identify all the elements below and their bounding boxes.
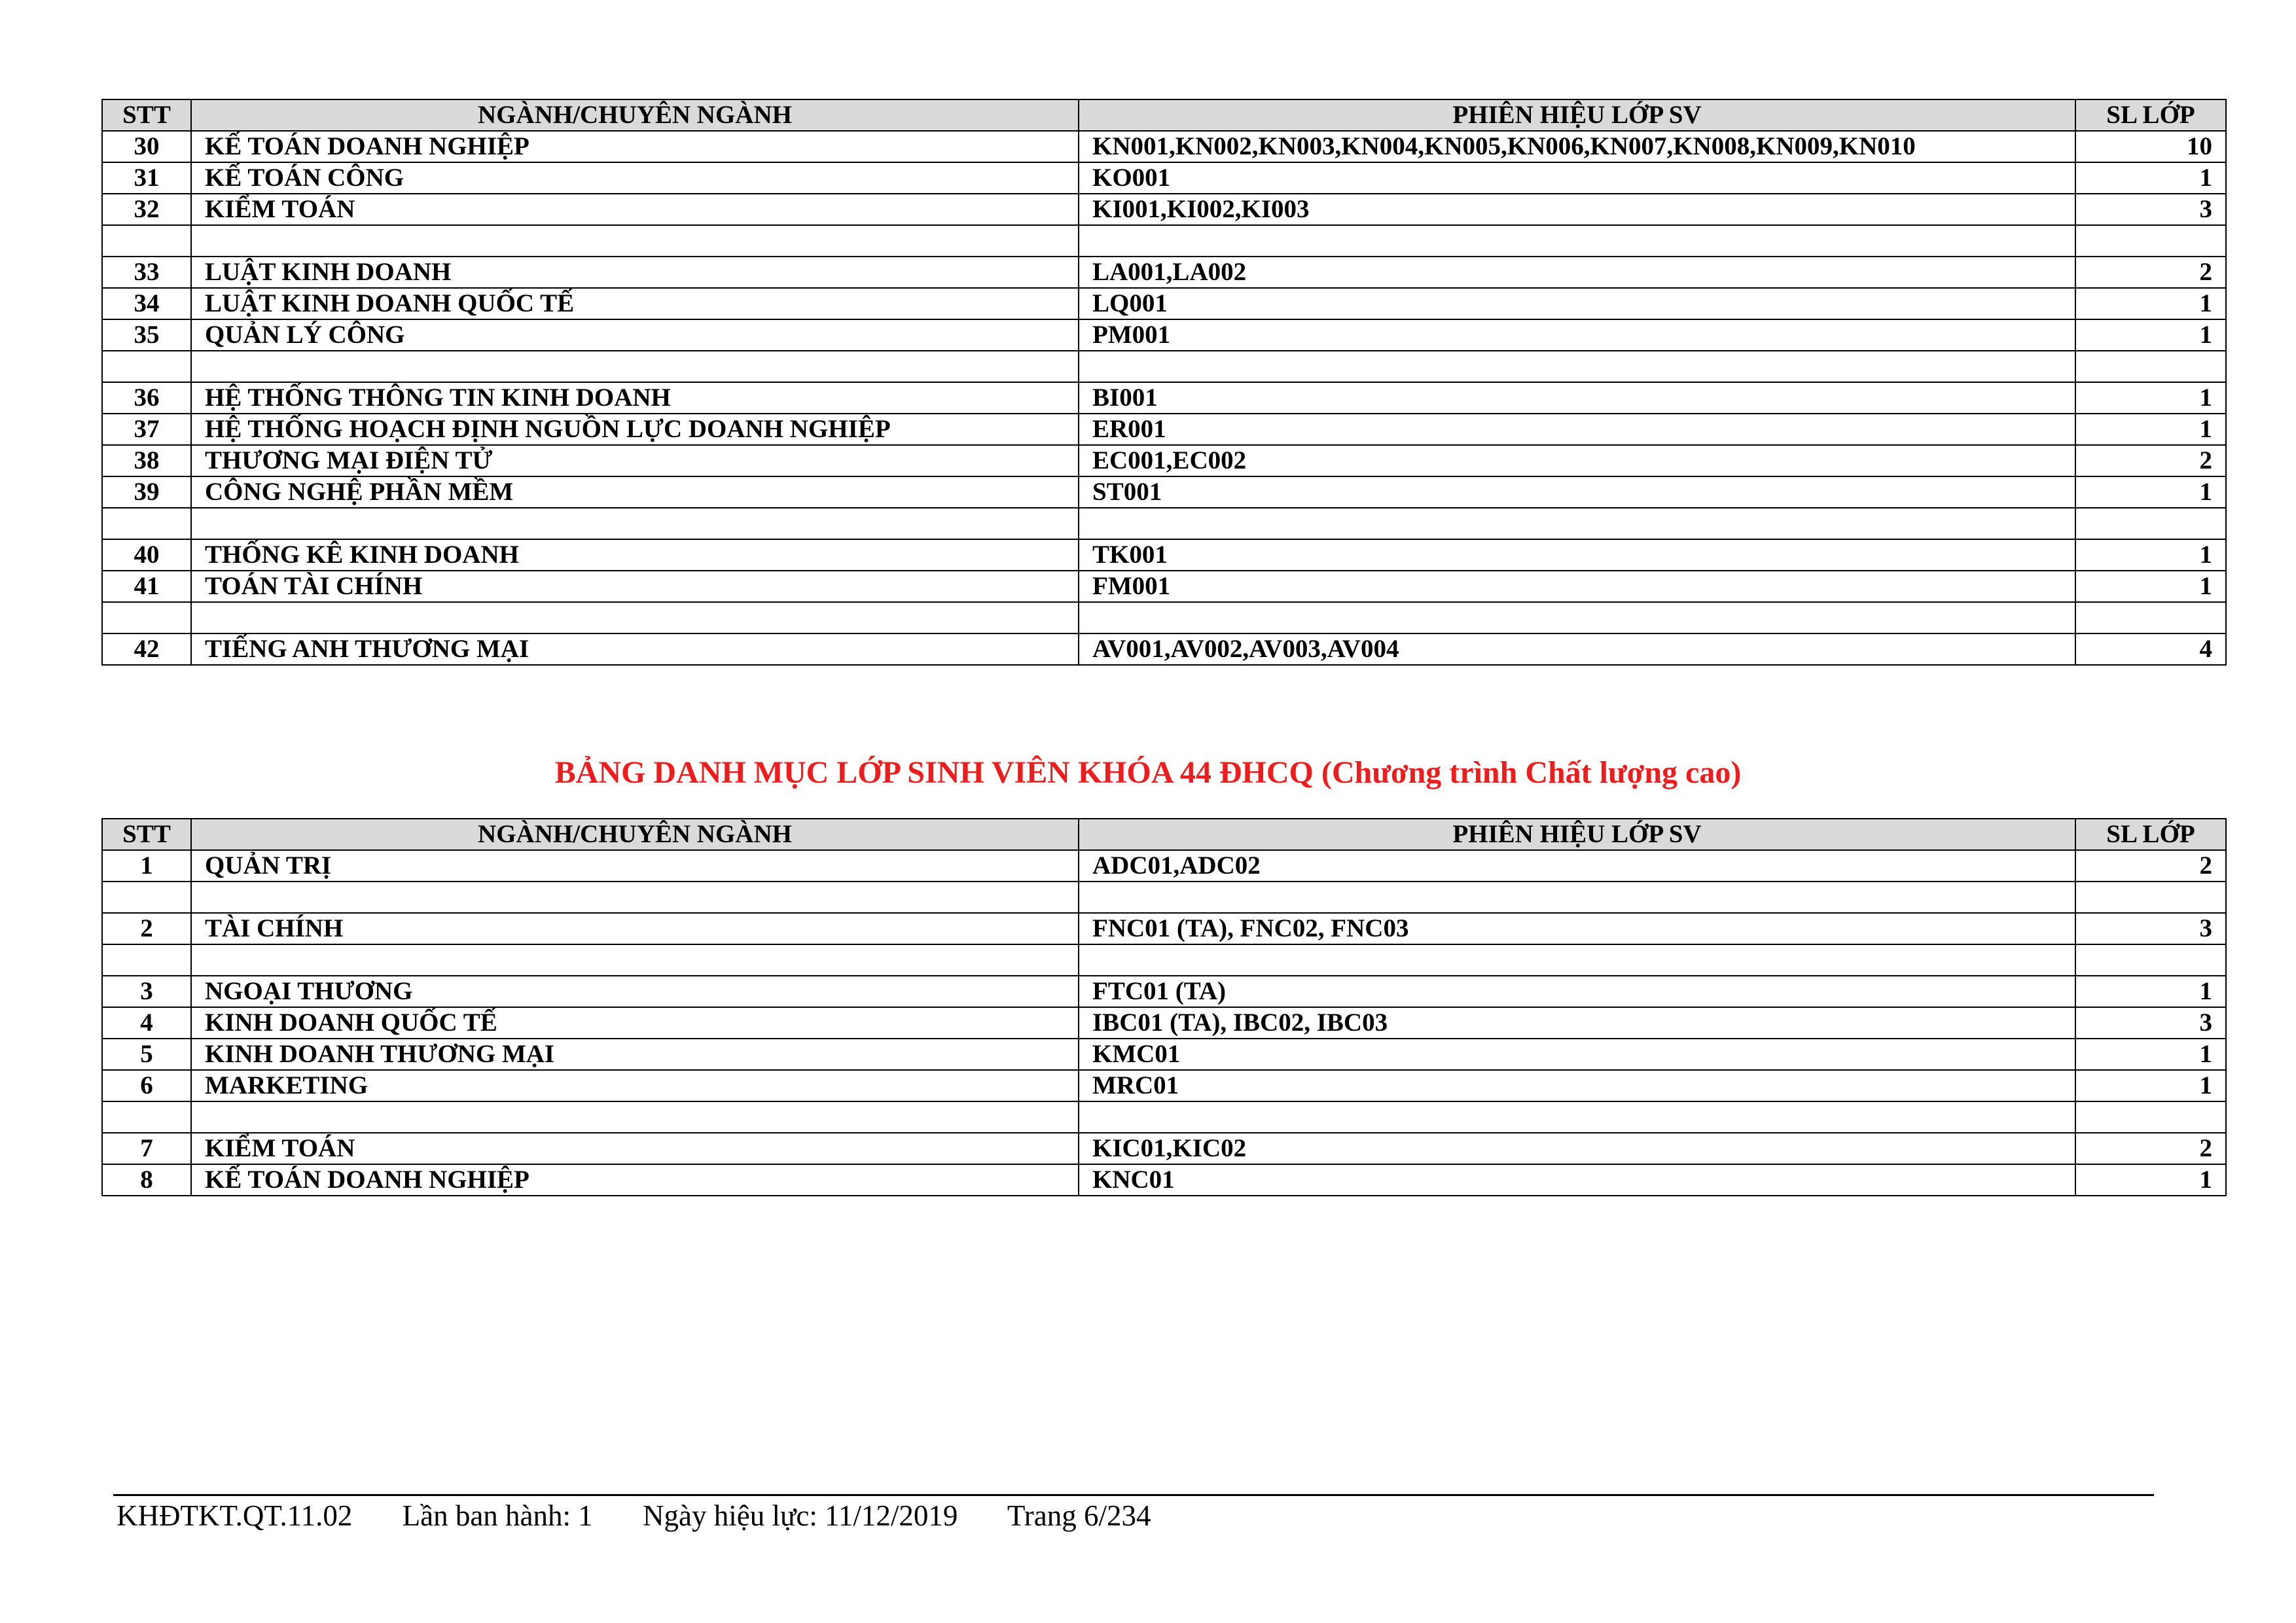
row-class-count [2075, 1101, 2226, 1133]
table-row [102, 445, 2226, 476]
row-stt: 37 [102, 414, 191, 445]
row-class-codes [1079, 882, 2075, 913]
row-class-codes: MRC01 [1079, 1070, 2075, 1101]
row-stt: 7 [102, 1133, 191, 1164]
row-major: KẾ TOÁN DOANH NGHIỆP [191, 1164, 1079, 1196]
footer-issue: Lần ban hành: 1 [402, 1499, 593, 1532]
table-row [102, 257, 2226, 288]
row-major: KINH DOANH THƯƠNG MẠI [191, 1039, 1079, 1070]
row-major: TOÁN TÀI CHÍNH [191, 571, 1079, 602]
row-stt: 2 [102, 913, 191, 944]
table-row [102, 1007, 2226, 1039]
row-major: KINH DOANH QUỐC TẾ [191, 1007, 1079, 1039]
table-row [102, 1039, 2226, 1070]
table-row [102, 194, 2226, 225]
row-stt: 3 [102, 976, 191, 1007]
row-class-count [2075, 944, 2226, 976]
table-row [102, 1070, 2226, 1101]
header-class-count: SL LỚP [2075, 819, 2226, 850]
row-class-codes [1079, 944, 2075, 976]
row-stt: 30 [102, 131, 191, 162]
table-row [102, 319, 2226, 351]
row-stt: 32 [102, 194, 191, 225]
row-class-count: 1 [2075, 319, 2226, 351]
row-class-count: 10 [2075, 131, 2226, 162]
table-row [102, 944, 2226, 976]
row-major [191, 944, 1079, 976]
row-major: TÀI CHÍNH [191, 913, 1079, 944]
row-major: NGOẠI THƯƠNG [191, 976, 1079, 1007]
row-stt: 8 [102, 1164, 191, 1196]
row-stt [102, 225, 191, 257]
row-major: KIỂM TOÁN [191, 1133, 1079, 1164]
row-stt [102, 882, 191, 913]
table-row [102, 1164, 2226, 1196]
table-header-row [102, 819, 2226, 850]
row-class-count [2075, 508, 2226, 539]
row-class-codes: ER001 [1079, 414, 2075, 445]
row-class-codes: BI001 [1079, 382, 2075, 414]
table-row [102, 131, 2226, 162]
row-class-count: 2 [2075, 1133, 2226, 1164]
row-class-codes: KNC01 [1079, 1164, 2075, 1196]
table-row [102, 382, 2226, 414]
header-class-count: SL LỚP [2075, 99, 2226, 131]
table-row [102, 351, 2226, 382]
row-class-count: 2 [2075, 445, 2226, 476]
row-class-count: 3 [2075, 194, 2226, 225]
table-row [102, 602, 2226, 633]
row-stt: 1 [102, 850, 191, 882]
footer-effective-date: Ngày hiệu lực: 11/12/2019 [643, 1499, 958, 1532]
row-stt [102, 351, 191, 382]
row-class-count: 2 [2075, 850, 2226, 882]
row-stt [102, 602, 191, 633]
row-class-codes: AV001,AV002,AV003,AV004 [1079, 633, 2075, 665]
header-major: NGÀNH/CHUYÊN NGÀNH [191, 99, 1079, 131]
table-row [102, 571, 2226, 602]
row-major: TIẾNG ANH THƯƠNG MẠI [191, 633, 1079, 665]
row-major: KIỂM TOÁN [191, 194, 1079, 225]
row-major: MARKETING [191, 1070, 1079, 1101]
row-class-count: 3 [2075, 1007, 2226, 1039]
row-class-count: 3 [2075, 913, 2226, 944]
row-stt: 41 [102, 571, 191, 602]
page-footer [117, 1496, 1194, 1535]
row-major: QUẢN LÝ CÔNG [191, 319, 1079, 351]
row-class-codes [1079, 508, 2075, 539]
row-class-codes [1079, 225, 2075, 257]
row-major: THƯƠNG MẠI ĐIỆN TỬ [191, 445, 1079, 476]
row-major: LUẬT KINH DOANH QUỐC TẾ [191, 288, 1079, 319]
row-stt: 31 [102, 162, 191, 194]
row-stt: 39 [102, 476, 191, 508]
row-class-count: 1 [2075, 1070, 2226, 1101]
header-class-codes: PHIÊN HIỆU LỚP SV [1079, 819, 2075, 850]
row-major: HỆ THỐNG THÔNG TIN KINH DOANH [191, 382, 1079, 414]
row-class-count: 4 [2075, 633, 2226, 665]
table-row [102, 913, 2226, 944]
row-class-count [2075, 225, 2226, 257]
table-row [102, 882, 2226, 913]
row-stt: 4 [102, 1007, 191, 1039]
row-class-count: 1 [2075, 414, 2226, 445]
row-class-codes: FM001 [1079, 571, 2075, 602]
row-stt: 33 [102, 257, 191, 288]
table-row [102, 1133, 2226, 1164]
row-major: LUẬT KINH DOANH [191, 257, 1079, 288]
row-major: KẾ TOÁN CÔNG [191, 162, 1079, 194]
table-row [102, 225, 2226, 257]
row-major [191, 351, 1079, 382]
row-stt: 34 [102, 288, 191, 319]
row-class-codes: LQ001 [1079, 288, 2075, 319]
table-header-row [102, 99, 2226, 131]
row-class-count: 1 [2075, 162, 2226, 194]
table-row [102, 476, 2226, 508]
row-class-codes: FTC01 (TA) [1079, 976, 2075, 1007]
table-row [102, 162, 2226, 194]
footer-page-number: Trang 6/234 [1007, 1499, 1151, 1532]
row-class-codes [1079, 602, 2075, 633]
row-major: KẾ TOÁN DOANH NGHIỆP [191, 131, 1079, 162]
row-class-count: 2 [2075, 257, 2226, 288]
table-row [102, 288, 2226, 319]
row-class-count: 1 [2075, 1164, 2226, 1196]
row-stt: 35 [102, 319, 191, 351]
header-major: NGÀNH/CHUYÊN NGÀNH [191, 819, 1079, 850]
header-stt: STT [102, 819, 191, 850]
row-class-count: 1 [2075, 571, 2226, 602]
row-major: CÔNG NGHỆ PHẦN MỀM [191, 476, 1079, 508]
row-class-codes: PM001 [1079, 319, 2075, 351]
row-class-codes: FNC01 (TA), FNC02, FNC03 [1079, 913, 2075, 944]
row-stt [102, 508, 191, 539]
row-class-codes: KO001 [1079, 162, 2075, 194]
row-stt [102, 1101, 191, 1133]
row-stt [102, 944, 191, 976]
class-list-table-1 [101, 99, 2227, 666]
row-major [191, 1101, 1079, 1133]
row-class-codes: IBC01 (TA), IBC02, IBC03 [1079, 1007, 2075, 1039]
row-class-count [2075, 602, 2226, 633]
row-class-codes: ST001 [1079, 476, 2075, 508]
header-stt: STT [102, 99, 191, 131]
table-row [102, 976, 2226, 1007]
row-class-codes: KIC01,KIC02 [1079, 1133, 2075, 1164]
row-class-count: 1 [2075, 288, 2226, 319]
row-stt: 36 [102, 382, 191, 414]
row-major: THỐNG KÊ KINH DOANH [191, 539, 1079, 571]
row-class-codes: EC001,EC002 [1079, 445, 2075, 476]
row-class-codes [1079, 1101, 2075, 1133]
row-class-codes: ADC01,ADC02 [1079, 850, 2075, 882]
row-class-count: 1 [2075, 476, 2226, 508]
row-major [191, 882, 1079, 913]
table-row [102, 1101, 2226, 1133]
row-major: QUẢN TRỊ [191, 850, 1079, 882]
row-class-codes: KI001,KI002,KI003 [1079, 194, 2075, 225]
section-title: BẢNG DANH MỤC LỚP SINH VIÊN KHÓA 44 ĐHCQ (Chương trình Chất lượng cao) [554, 755, 1742, 790]
row-major [191, 508, 1079, 539]
row-major: HỆ THỐNG HOẠCH ĐỊNH NGUỒN LỰC DOANH NGHIỆP [191, 414, 1079, 445]
table-row [102, 508, 2226, 539]
table-row [102, 539, 2226, 571]
row-class-count [2075, 882, 2226, 913]
row-major [191, 602, 1079, 633]
footer-doc-code: KHĐTKT.QT.11.02 [117, 1499, 353, 1532]
row-major [191, 225, 1079, 257]
row-stt: 40 [102, 539, 191, 571]
row-stt: 5 [102, 1039, 191, 1070]
table-row [102, 414, 2226, 445]
row-class-count: 1 [2075, 976, 2226, 1007]
class-list-table-2 [101, 818, 2227, 1196]
row-stt: 6 [102, 1070, 191, 1101]
row-class-codes: LA001,LA002 [1079, 257, 2075, 288]
row-class-count [2075, 351, 2226, 382]
row-stt: 42 [102, 633, 191, 665]
row-stt: 38 [102, 445, 191, 476]
table-row [102, 633, 2226, 665]
row-class-count: 1 [2075, 1039, 2226, 1070]
table-row [102, 850, 2226, 882]
header-class-codes: PHIÊN HIỆU LỚP SV [1079, 99, 2075, 131]
row-class-codes: TK001 [1079, 539, 2075, 571]
row-class-count: 1 [2075, 382, 2226, 414]
row-class-codes: KMC01 [1079, 1039, 2075, 1070]
row-class-codes: KN001,KN002,KN003,KN004,KN005,KN006,KN007,KN008,KN009,KN010 [1079, 131, 2075, 162]
row-class-count: 1 [2075, 539, 2226, 571]
row-class-codes [1079, 351, 2075, 382]
